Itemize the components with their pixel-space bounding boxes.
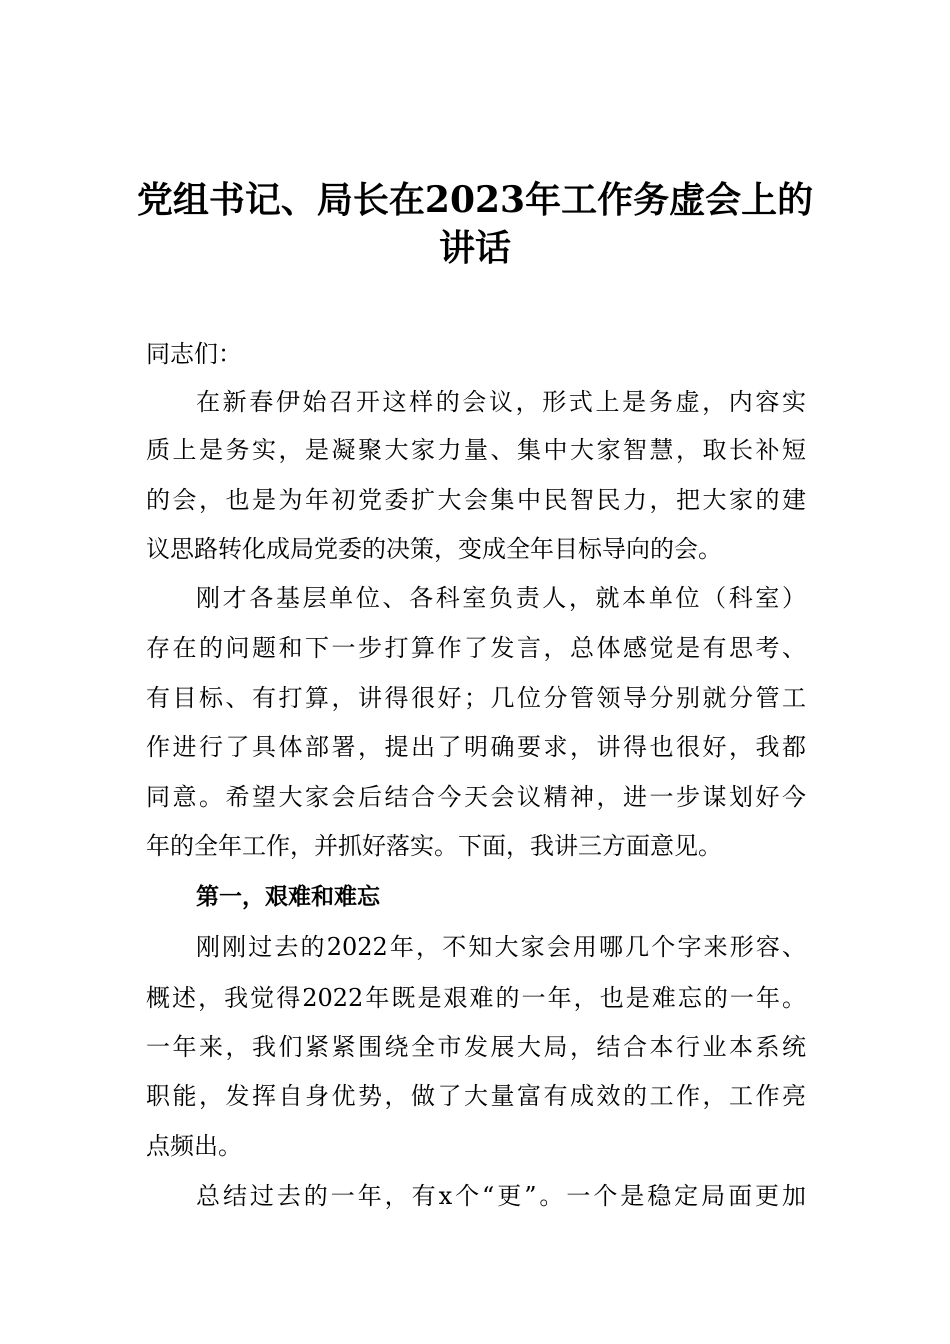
paragraph-1-line: 的会，也是为年初党委扩大会集中民智民力，把大家的建 bbox=[146, 486, 806, 514]
paragraph-3-line: 刚刚过去的2022年，不知大家会用哪几个字来形容、 bbox=[196, 933, 806, 961]
paragraph-4-line: 总结过去的一年，有x个“更”。一个是稳定局面更加 bbox=[196, 1182, 806, 1210]
document-title-line-2: 讲话 bbox=[438, 227, 511, 269]
paragraph-3-line: 一年来，我们紧紧围绕全市发展大局，结合本行业本系统 bbox=[146, 1033, 806, 1061]
paragraph-2-line: 存在的问题和下一步打算作了发言，总体感觉是有思考、 bbox=[146, 634, 806, 662]
document-title-line-1: 党组书记、局长在2023年工作务虚会上的 bbox=[136, 179, 814, 221]
paragraph-3-line: 点频出。 bbox=[146, 1132, 242, 1160]
salutation: 同志们： bbox=[146, 340, 242, 368]
paragraph-2-line: 有目标、有打算，讲得很好；几位分管领导分别就分管工 bbox=[146, 684, 806, 712]
section-heading: 第一，艰难和难忘 bbox=[196, 884, 380, 910]
paragraph-3-line: 概述，我觉得2022年既是艰难的一年，也是难忘的一年。 bbox=[146, 984, 806, 1012]
paragraph-2-line: 年的全年工作，并抓好落实。下面，我讲三方面意见。 bbox=[146, 832, 722, 860]
paragraph-2-line: 同意。希望大家会后结合今天会议精神，进一步谋划好今 bbox=[146, 783, 806, 811]
paragraph-2-line: 刚才各基层单位、各科室负责人，就本单位（科室） bbox=[196, 584, 806, 612]
paragraph-1-line: 质上是务实，是凝聚大家力量、集中大家智慧，取长补短 bbox=[146, 436, 806, 464]
paragraph-1-line: 在新春伊始召开这样的会议，形式上是务虚，内容实 bbox=[196, 388, 806, 416]
paragraph-3-line: 职能，发挥自身优势，做了大量富有成效的工作，工作亮 bbox=[146, 1082, 806, 1110]
paragraph-2-line: 作进行了具体部署，提出了明确要求，讲得也很好，我都 bbox=[146, 733, 806, 761]
paragraph-1-line: 议思路转化成局党委的决策，变成全年目标导向的会。 bbox=[146, 535, 722, 563]
